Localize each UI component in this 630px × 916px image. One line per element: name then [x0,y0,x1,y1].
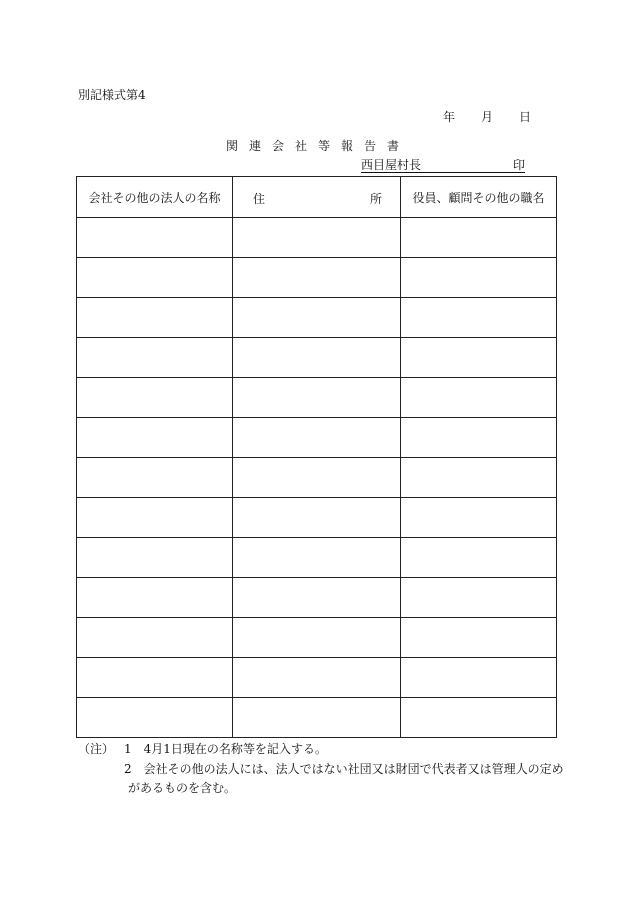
table-row [77,578,557,618]
table-header-row [77,177,557,218]
address-cell[interactable] [233,258,401,298]
position-cell[interactable] [401,338,557,378]
position-cell[interactable] [401,458,557,498]
address-cell[interactable] [233,618,401,658]
position-cell[interactable] [401,258,557,298]
note-label: （注） [78,742,115,756]
date-line [443,108,531,125]
table-row [77,658,557,698]
address-cell[interactable] [233,218,401,258]
position-cell[interactable] [401,378,557,418]
header-address-part2: 所 [369,192,382,206]
position-cell[interactable] [401,498,557,538]
position-cell[interactable] [401,658,557,698]
position-cell[interactable] [401,618,557,658]
position-cell[interactable] [401,578,557,618]
reporter-line [361,158,525,173]
date-day-label: 日 [519,110,532,124]
seal-mark: 印 [512,158,525,172]
header-position: 役員、顧問その他の職名 [401,177,557,218]
date-month-label: 月 [481,110,494,124]
address-cell[interactable] [233,338,401,378]
address-cell[interactable] [233,698,401,738]
table-row [77,458,557,498]
company-name-cell[interactable] [77,538,233,578]
position-cell[interactable] [401,418,557,458]
address-cell[interactable] [233,498,401,538]
header-address-part1: 住 [253,192,266,206]
note-item-1: 1 4月1日現在の名称等を記入する。 [124,742,327,756]
company-name-cell[interactable] [77,418,233,458]
table-row [77,338,557,378]
company-name-cell[interactable] [77,698,233,738]
table-row [77,698,557,738]
address-cell[interactable] [233,538,401,578]
position-cell[interactable] [401,298,557,338]
address-cell[interactable] [233,458,401,498]
position-cell[interactable] [401,218,557,258]
company-name-cell[interactable] [77,498,233,538]
address-cell[interactable] [233,658,401,698]
header-address [233,177,401,218]
position-cell[interactable] [401,698,557,738]
table-row [77,378,557,418]
table-row [77,418,557,458]
table-row [77,618,557,658]
company-name-cell[interactable] [77,458,233,498]
address-cell[interactable] [233,418,401,458]
position-cell[interactable] [401,538,557,578]
note-item-2-cont: があるものを含む。 [128,781,237,795]
company-name-cell[interactable] [77,658,233,698]
date-year-label: 年 [443,110,456,124]
table-row [77,258,557,298]
form-identifier: 別記様式第4 [78,88,146,102]
reporter-name: 西目屋村長 [361,158,422,172]
table-row [77,298,557,338]
note-line-1 [78,740,327,757]
company-name-cell[interactable] [77,578,233,618]
company-name-cell[interactable] [77,298,233,338]
company-name-cell[interactable] [77,618,233,658]
address-cell[interactable] [233,578,401,618]
address-cell[interactable] [233,298,401,338]
company-name-cell[interactable] [77,258,233,298]
report-table [76,176,557,738]
table-row [77,498,557,538]
company-name-cell[interactable] [77,218,233,258]
address-cell[interactable] [233,378,401,418]
table-row [77,538,557,578]
header-company-name: 会社その他の法人の名称 [77,177,233,218]
company-name-cell[interactable] [77,338,233,378]
table-row [77,218,557,258]
company-name-cell[interactable] [77,378,233,418]
document-title: 関連会社等報告書 [226,139,411,153]
note-item-2: 2 会社その他の法人には、法人ではない社団又は財団で代表者又は管理人の定め [124,762,564,776]
